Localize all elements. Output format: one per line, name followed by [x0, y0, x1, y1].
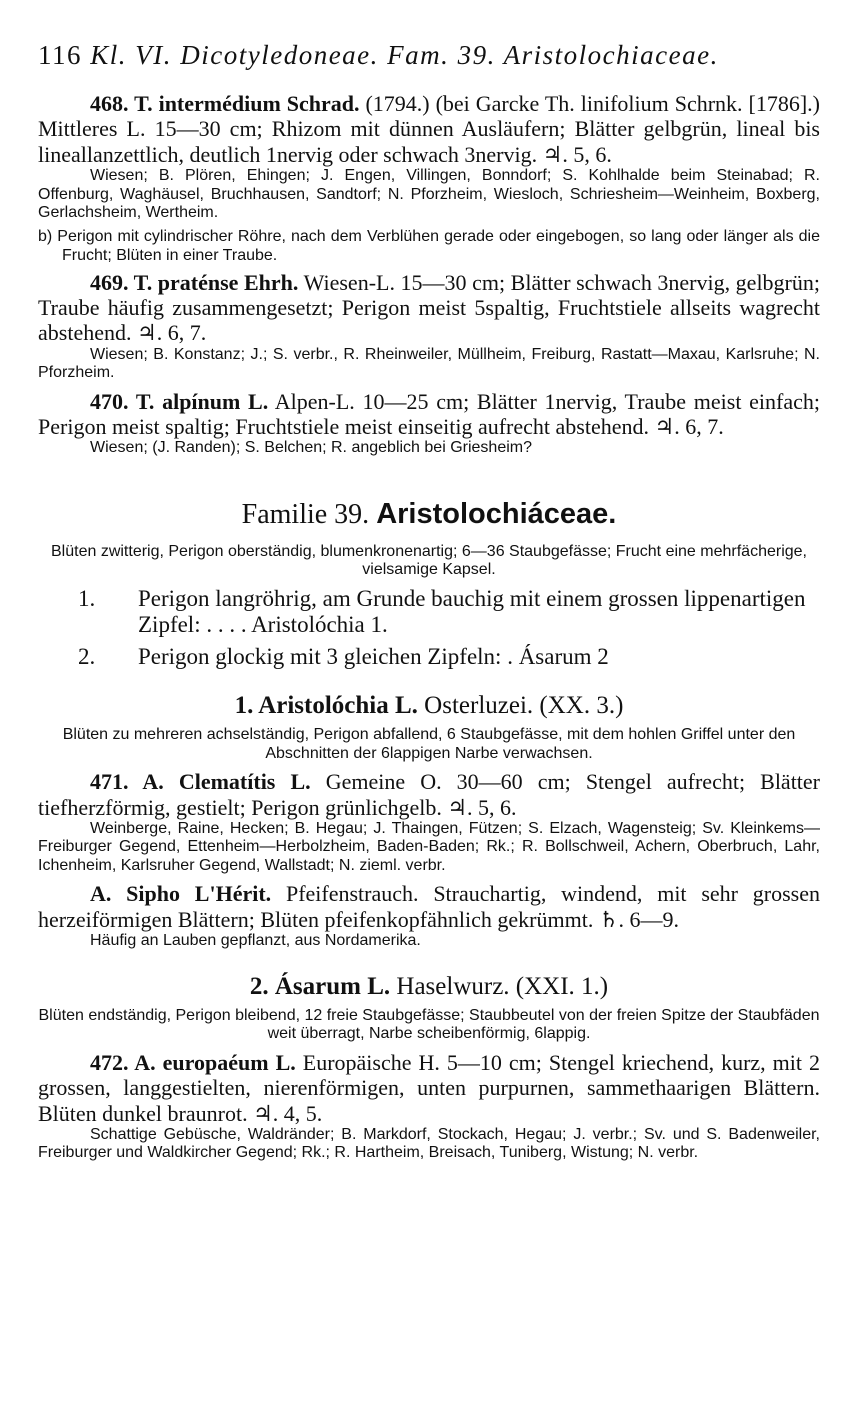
species-text: Gemeine O. 30—60 cm; Stengel aufrecht; Blätter tiefherzförmig, gestielt; Perigon grünlichgelb. ♃. 5, 6. — [38, 769, 821, 820]
page — [38, 40, 820, 1163]
key-line-2 — [38, 644, 820, 670]
genus-description: Blüten zu mehreren achselständig, Perigon abfallend, 6 Staubgefässe, mit dem hohlen Griffel unter den Abschnitten der 6lappigen Narbe verwachsen. — [62, 726, 796, 762]
species-entry-468 — [38, 91, 820, 167]
species-text: Pfeifenstrauch. Strauchartig, windend, mit sehr grossen herzeiförmigen Blättern; Blüten pfeifenkopfähnlich gekrümmt. ♄. 6—9. — [38, 881, 820, 932]
species-entry-471 — [38, 769, 820, 820]
species-localities: Wiesen; (J. Randen); S. Belchen; R. angeblich bei Griesheim? — [90, 439, 532, 457]
species-name: 471. A. Clematítis L. — [90, 769, 311, 795]
key-text: Perigon glockig mit 3 gleichen Zipfeln: . Ásarum 2 — [138, 644, 609, 670]
species-entry-472 — [38, 1050, 820, 1126]
key-number: 2. — [78, 644, 96, 670]
genus-title: 1. Aristolóchia L. — [234, 692, 418, 720]
family-description: Blüten zwitterig, Perigon oberständig, blumenkronenartig; 6—36 Staubgefässe; Frucht eine mehrfächerige, vielsamige Kapsel. — [51, 542, 807, 579]
species-localities: Wiesen; B. Plören, Ehingen; J. Engen, Villingen, Bonndorf; S. Kohlhalde beim Steinabad; R. Offenburg, Waghäusel, Bruchhausen, Sandtorf; N. Pforzheim, Wiesloch, Schriesheim—Weinheim, Boxberg, Gerlachsheim, Wertheim. — [38, 167, 820, 222]
species-entry-470 — [38, 389, 820, 440]
species-name: 468. T. intermédium Schrad. — [90, 91, 360, 116]
genus-heading-asarum — [38, 973, 820, 1001]
species-localities: Schattige Gebüsche, Waldränder; B. Markdorf, Stockach, Hegau; J. verbr.; Sv. und S. Badenweiler, Freiburger und Waldkircher Gegend; Rk.; R. Hartheim, Breisach, Tuniberg, Wistung; N. verbr. — [38, 1125, 820, 1162]
species-localities: Weinberge, Raine, Hecken; B. Hegau; J. Thaingen, Fützen; S. Elzach, Wagensteig; Sv. Kleinkems—Freiburger Gegend, Ettenheim—Herbolzheim, Baden-Baden; Rk.; R. Bollschweil, Achern, Oberbruch, Lahr, Ichenheim, Karlsruher Gegend, Wallstadt; N. zieml. verbr. — [38, 820, 820, 874]
key-text: Perigon langröhrig, am Grunde bauchig mit einem grossen lippenartigen Zipfel: . . . . Aristolóchia 1. — [138, 586, 806, 638]
genus-heading-aristolochia — [38, 692, 820, 720]
species-name: A. Sipho L'Hérit. — [90, 881, 272, 907]
species-localities: Häufig an Lauben gepflanzt, aus Nordamerika. — [90, 932, 421, 950]
species-entry-469 — [38, 270, 820, 346]
key-line-1 — [38, 586, 820, 638]
species-name: 470. T. alpínum L. — [90, 388, 269, 414]
family-name: Aristolochiáceae. — [376, 497, 617, 530]
genus-title: 2. Ásarum L. — [249, 972, 391, 1000]
genus-common-name: Haselwurz. (XXI. 1.) — [396, 972, 609, 1000]
running-header — [38, 40, 820, 71]
genus-description: Blüten endständig, Perigon bleibend, 12 freie Staubgefässe; Staubbeutel von der freien Spitze der Staubfäden weit überragt, Narbe scheibenförmig, 6lappig. — [38, 1006, 820, 1043]
key-number: 1. — [78, 586, 96, 612]
species-localities: Wiesen; B. Konstanz; J.; S. verbr., R. Rheinweiler, Müllheim, Freiburg, Rastatt—Maxau, Karlsruhe; N. Pforzheim. — [38, 345, 820, 382]
family-label: Familie 39. — [241, 498, 370, 530]
family-heading — [38, 498, 820, 531]
species-text: (1794.) (bei Garcke Th. linifolium Schrnk. [1786].) Mittleres L. 15—30 cm; Rhizom mit dünnen Ausläufern; Blätter gelbgrün, lineal bis lineallanzettlich, deutlich 1nervig oder schwach 3nervig. ♃. 5, 6. — [38, 91, 820, 167]
genus-common-name: Osterluzei. (XX. 3.) — [424, 692, 624, 720]
species-text: Wiesen-L. 15—30 cm; Blätter schwach 3nervig, gelbgrün; Traube häufig zusammengesetzt; Perigon meist 5spaltig, Fruchtstiele allseits wagrecht abstehend. ♃. 6, 7. — [38, 269, 820, 346]
species-name: 472. A. europaéum L. — [90, 1049, 296, 1075]
species-entry-sipho — [38, 881, 820, 932]
species-text: Europäische H. 5—10 cm; Stengel kriechend, kurz, mit 2 grossen, langgestielten, nierenförmigen, unten purpurnen, sammethaarigen Blättern. Blüten dunkel braunrot. ♃. 4, 5. — [38, 1049, 820, 1126]
species-name: 469. T. praténse Ehrh. — [90, 269, 299, 295]
subsection-b: b) Perigon mit cylindrischer Röhre, nach dem Verblühen gerade oder eingebogen, so lang oder länger als die Frucht; Blüten in einer Traube. — [38, 228, 820, 265]
running-title: Kl. VI. Dicotyledoneae. Fam. 39. Aristolochiaceae. — [90, 40, 719, 70]
species-text: Alpen-L. 10—25 cm; Blätter 1nervig, Traube meist einfach; Perigon meist spaltig; Fruchtstiele meist einseitig aufrecht abstehend. ♃. 6, 7. — [38, 388, 820, 440]
page-number: 116 — [38, 40, 82, 70]
